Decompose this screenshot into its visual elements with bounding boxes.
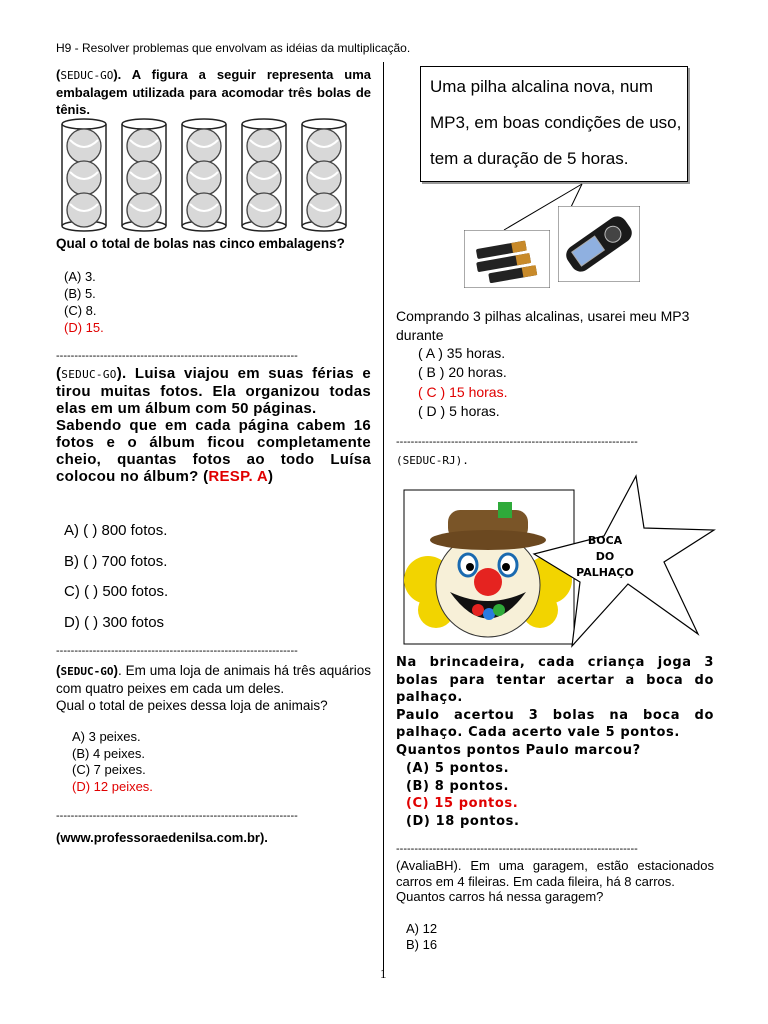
star-text-line-2: DO (595, 550, 615, 563)
q5-option-a: (A) 5 pontos. (406, 761, 510, 776)
q6-source: (AvaliaBH) (396, 858, 458, 873)
q3-option-c: (C) 7 peixes. (72, 762, 146, 777)
q1-options (56, 268, 104, 336)
separator-3: ------------------------------------------------------------------ (56, 810, 298, 822)
separator-5: ------------------------------------------------------------------ (396, 843, 638, 855)
q6-option-a: A) 12 (406, 921, 438, 936)
q6-text: . Em uma garagem, estão estacionados carros em 4 fileiras. Em cada fileira, há 8 carros. (396, 858, 714, 889)
q3-option-a: A) 3 peixes. (72, 729, 141, 744)
clown-mouth-image (398, 470, 718, 660)
q2-options (56, 516, 168, 638)
q1-source: SEDUC-GO (60, 69, 114, 82)
mp3-player-image (558, 206, 640, 282)
q4-option-b: ( B ) 20 horas. (418, 364, 507, 381)
tennis-ball-cans (58, 118, 358, 236)
q6-question: Quantos carros há nessa garagem? (396, 889, 604, 904)
q2-text: . Luisa viajou em suas férias e tirou muitas fotos. Ela organizou todas elas em um álbum com 50 páginas. (56, 365, 371, 417)
q4-options (410, 344, 507, 421)
credit-link[interactable]: (www.professoraedenilsa.com.br). (56, 830, 268, 845)
q3-option-d: (D) 12 peixes. (72, 778, 153, 794)
separator-2: ------------------------------------------------------------------ (56, 645, 298, 657)
star-text-line-1: BOCA (587, 534, 623, 547)
separator-1: ------------------------------------------------------------------ (56, 350, 298, 362)
q5-option-b: (B) 8 pontos. (406, 778, 510, 794)
q2-option-b: B) ( ) 700 fotos. (64, 552, 168, 570)
q4-option-c: ( C ) 15 horas. (418, 383, 508, 400)
q5-option-d: (D) 18 pontos. (406, 813, 520, 829)
q4-question: Comprando 3 pilhas alcalinas, usarei meu MP3 durante (396, 308, 690, 343)
star-text (570, 533, 640, 581)
q1-option-c: (C) 8. (64, 303, 97, 318)
q2-question: Sabendo que em cada página cabem 16 fotos e o álbum ficou completamente cheio, quantas fotos ao todo Luísa colocou no álbum? ( (56, 417, 371, 485)
q2-source: SEDUC-GO (61, 368, 117, 381)
star-text-line-3: PALHAÇO (576, 566, 634, 579)
q6-option-b: B) 16 (406, 937, 438, 952)
q3-options (64, 729, 153, 795)
q3-option-b: (B) 4 peixes. (72, 745, 145, 761)
page-number: 1 (380, 966, 387, 981)
q5-source: (SEDUC-RJ). (396, 454, 469, 467)
battery-info-box (420, 66, 688, 182)
q5-text-2: Paulo acertou 3 bolas na boca do palhaço. Cada acerto vale 5 pontos. (396, 707, 714, 740)
battery-info-text: Uma pilha alcalina nova, num MP3, em boas condições de uso, tem a duração de 5 horas. (430, 77, 682, 168)
q3-text: . Em uma loja de animais há três aquários com quatro peixes em cada um deles. (56, 663, 371, 696)
batteries-image (464, 230, 550, 288)
q1-question: Qual o total de bolas nas cinco embalagens? (56, 236, 345, 251)
q3-block: (SEDUC-GO). Em uma loja de animais há três aquários com quatro peixes em cada um deles. Qual o total de peixes dessa loja de animais? (56, 663, 371, 713)
q5-block (396, 654, 714, 759)
q1-option-b: (B) 5. (64, 286, 96, 301)
q5-option-c: (C) 15 pontos. (406, 796, 519, 811)
q6-block (396, 858, 714, 905)
q2-close: ) (268, 468, 274, 485)
q5-question: Quantos pontos Paulo marcou? (396, 742, 641, 758)
q5-text: Na brincadeira, cada criança joga 3 bolas para tentar acertar a boca do palhaço. (396, 655, 714, 705)
q1-option-a: (A) 3. (64, 269, 96, 284)
q2-block: (SEDUC-GO). Luisa viajou em suas férias e tirou muitas fotos. Ela organizou todas elas em um álbum com 50 páginas. Sabendo que em cada página cabem 16 fotos e o álbum ficou completamente cheio, quantas fotos ao todo Luísa colocou no álbum? (RESP. A) (56, 365, 371, 485)
q2-answer: RESP. A (208, 468, 268, 485)
q1-intro: (SEDUC-GO). A figura a seguir representa uma embalagem utilizada para acomodar três bolas de tênis. (56, 67, 371, 117)
q1-text: . A figura a seguir representa uma embalagem utilizada para acomodar três bolas de tênis. (56, 67, 371, 117)
q5-options (398, 760, 520, 830)
page-header: H9 - Resolver problemas que envolvam as idéias da multiplicação. (56, 41, 411, 55)
q2-option-c: C) ( ) 500 fotos. (64, 583, 169, 600)
column-divider (383, 62, 384, 970)
q3-source: SEDUC-GO (60, 665, 114, 678)
separator-4: ------------------------------------------------------------------ (396, 436, 638, 448)
q4-option-d: ( D ) 5 horas. (418, 402, 500, 419)
q2-option-d: D) ( ) 300 fotos (64, 613, 165, 631)
q4-option-a: ( A ) 35 horas. (418, 345, 506, 361)
q6-options (398, 921, 437, 953)
q3-question: Qual o total de peixes dessa loja de animais? (56, 698, 328, 713)
q2-option-a: A) ( ) 800 fotos. (64, 522, 168, 539)
q1-option-d: (D) 15. (64, 320, 104, 335)
